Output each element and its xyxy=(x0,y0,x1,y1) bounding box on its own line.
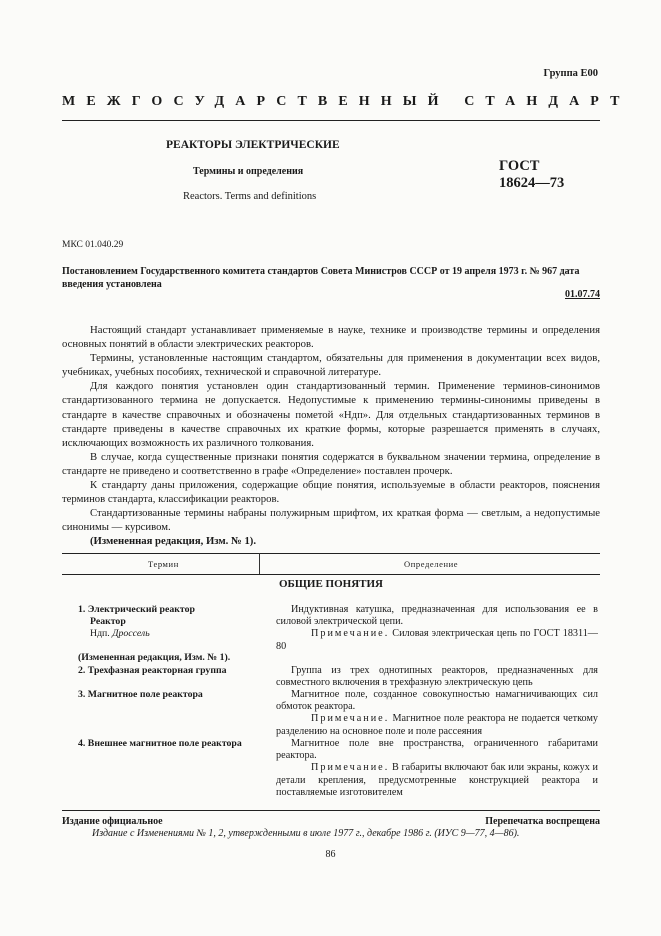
definition-text: Индуктивная катушка, предназначенная для использования ее в силовой электрической цепи. xyxy=(276,604,598,628)
note-label: Примечание. xyxy=(311,713,390,725)
decree-text: Постановлением Государственного комитета стандартов Совета Министров СССР от 19 апреля 1973 г. № 967 дата введения установлена xyxy=(62,266,580,290)
term-name: 4. Внешнее магнитное поле реактора xyxy=(78,738,242,749)
official-edition-label: Издание официальное xyxy=(62,816,163,827)
note-label: Примечание. xyxy=(311,762,390,774)
note-text: В габариты включают бак или экраны, кожух и детали крепления, предусмотренные конструкцией реактора и поставляемые изготовителем xyxy=(276,762,598,798)
definition-3 xyxy=(276,689,598,738)
english-title: Reactors. Terms and definitions xyxy=(183,191,317,202)
definition-note xyxy=(276,713,598,737)
mks-code: МКС 01.040.29 xyxy=(62,240,124,250)
group-code: Группа Е00 xyxy=(543,68,598,79)
term-ndp xyxy=(78,628,263,640)
document-subtitle: Термины и определения xyxy=(193,166,304,177)
column-header-definition: Определение xyxy=(404,559,459,569)
term-3 xyxy=(78,689,263,701)
ndp-synonym: Дроссель xyxy=(112,628,150,639)
footer-divider xyxy=(62,810,600,811)
effective-date: 01.07.74 xyxy=(565,289,600,300)
definition-1 xyxy=(276,604,598,653)
definition-text: Магнитное поле, созданное совокупностью намагничивающих сил обмоток реактора. xyxy=(276,689,598,713)
table-header-rule xyxy=(62,574,600,575)
gost-number: 18624—73 xyxy=(499,175,565,191)
term-name: 1. Электрический реактор xyxy=(78,604,195,615)
intro-paragraph: В случае, когда существенные признаки понятия содержатся в буквальном значении термина, определение в стандарте не приведено и соответственно в графе «Определение» поставлен прочерк. xyxy=(62,450,600,477)
header-divider xyxy=(62,120,600,121)
reprint-notice: Перепечатка воспрещена xyxy=(485,816,600,827)
intro-paragraph: Настоящий стандарт устанавливает применяемые в науке, технике и производстве термины и определения основных понятий в области электрических реакторов. xyxy=(62,324,600,351)
column-divider xyxy=(259,553,260,574)
term-2 xyxy=(78,665,263,677)
intro-section xyxy=(62,323,600,549)
definition-note xyxy=(276,628,598,652)
intro-paragraph: Стандартизованные термины набраны полужирным шрифтом, их краткая форма — светлым, а недопустимые синонимы — курсивом. xyxy=(62,507,600,534)
note-label: Примечание. xyxy=(311,628,390,640)
definition-text: Магнитное поле вне пространства, ограниченного габаритами реактора. xyxy=(276,738,598,762)
standard-type-heading: МЕЖГОСУДАРСТВЕННЫЙ СТАНДАРТ xyxy=(62,94,631,109)
definition-2 xyxy=(276,665,598,689)
amendments-note: Издание с Изменениями № 1, 2, утвержденными в июле 1977 г., декабре 1986 г. (ИУС 9—77, 4—86). xyxy=(92,828,520,839)
intro-paragraph: Термины, установленные настоящим стандартом, обязательны для применения в документации всех видов, учебниках, учебных пособиях, технической и справочной литературе. xyxy=(62,352,600,379)
term-name: 3. Магнитное поле реактора xyxy=(78,689,203,700)
definition-4 xyxy=(276,738,598,799)
table-edition-note: (Измененная редакция, Изм. № 1). xyxy=(78,652,231,663)
term-name: 2. Трехфазная реакторная группа xyxy=(78,665,227,676)
definition-note xyxy=(276,762,598,799)
intro-paragraph: Для каждого понятия установлен один стандартизованный термин. Применение терминов-синонимов стандартизованного термина не допускается. Недопустимые к применению термины-синонимы приведены в стандарте в качестве справочных и обозначены пометой «Ндп». Для отдельных стандартизованных терминов в стандарте приведены в качестве справочных их краткие формы, которые разрешается применять в случаях, исключающих возможность их различного толкования. xyxy=(62,380,600,449)
term-short-form: Реактор xyxy=(90,616,126,627)
intro-paragraph: К стандарту даны приложения, содержащие общие понятия, используемые в области реакторов, пояснения терминов стандарта, классификации реакторов. xyxy=(62,479,600,506)
table-top-rule xyxy=(62,553,600,554)
gost-designation xyxy=(499,158,564,192)
note-text: Магнитное поле реактора не подается четкому разделению на основное поле и поле рассеяния xyxy=(276,713,598,737)
ndp-label: Ндп. xyxy=(90,628,110,639)
note-text: Силовая электрическая цепь по ГОСТ 18311—80 xyxy=(276,628,598,652)
term-4 xyxy=(78,738,263,750)
column-header-term: Термин xyxy=(148,559,179,569)
section-title: ОБЩИЕ ПОНЯТИЯ xyxy=(278,578,383,590)
gost-label: ГОСТ xyxy=(499,158,540,174)
document-title: РЕАКТОРЫ ЭЛЕКТРИЧЕСКИЕ xyxy=(166,139,340,151)
page-number: 86 xyxy=(325,849,336,860)
intro-edition-note: (Измененная редакция, Изм. № 1). xyxy=(90,535,257,548)
term-1 xyxy=(78,604,263,640)
definition-text: Группа из трех однотипных реакторов, предназначенных для совместного включения в трехфазную электрическую цепь xyxy=(276,665,598,689)
